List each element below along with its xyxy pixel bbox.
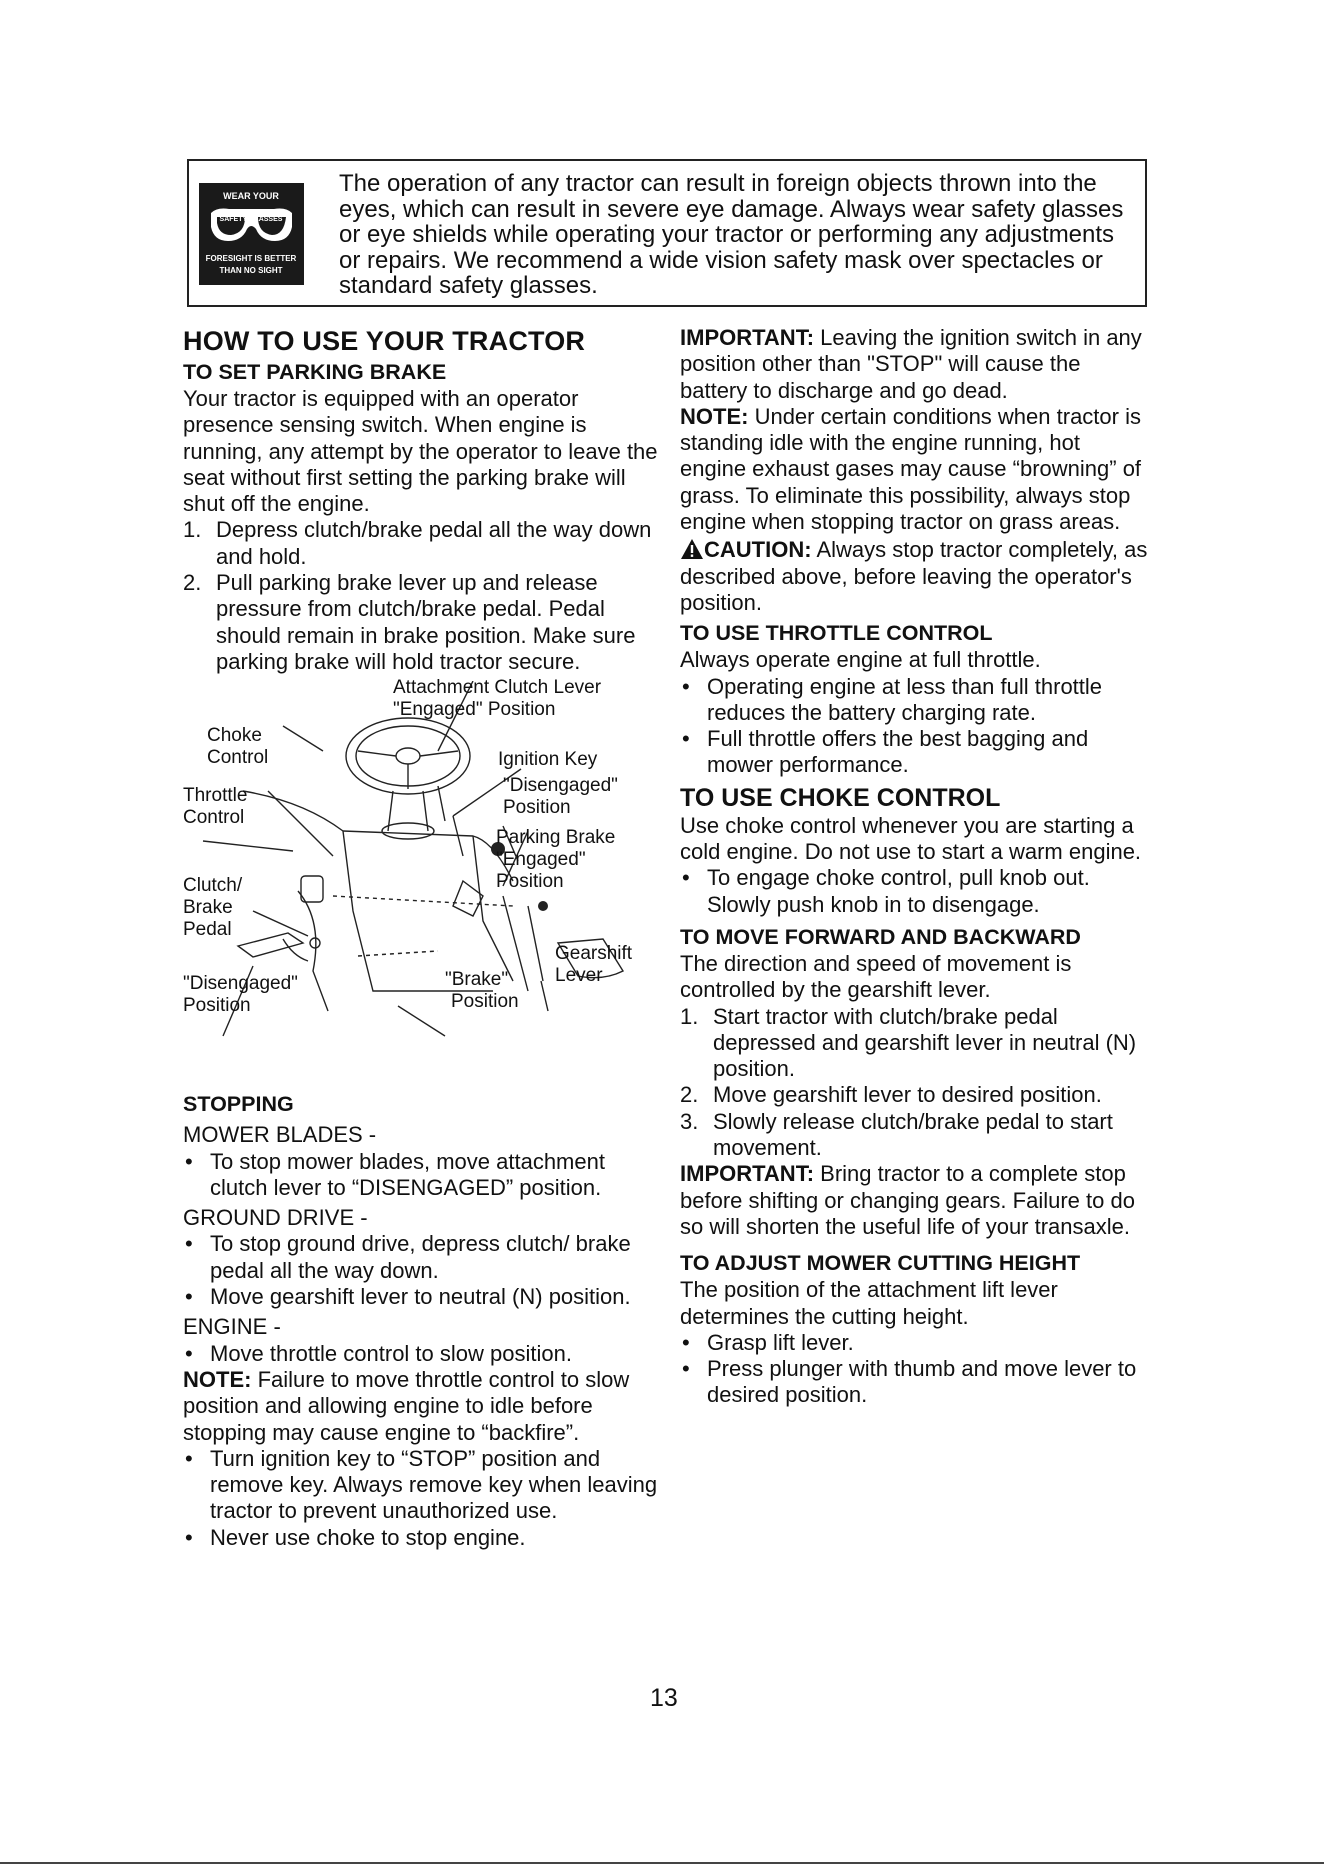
move-intro: The direction and speed of movement is controlled by the gearshift lever.: [680, 950, 1072, 1003]
final-stopping-list: [183, 1446, 663, 1551]
list-item-text: To engage choke control, pull knob out. Slowly push knob in to disengage.: [707, 865, 1090, 917]
list-item: • Move throttle control to slow position.: [185, 1340, 572, 1366]
ground-drive-list: [183, 1231, 663, 1310]
step-number: 3.: [680, 1108, 699, 1134]
icon-line-2: SAFETY GLASSES: [219, 216, 283, 223]
throttle-label: Throttle: [183, 785, 248, 807]
icon-line-3: FORESIGHT IS BETTER: [205, 254, 297, 263]
list-item-text: To stop mower blades, move attachment clutch lever to “DISENGAGED” position.: [210, 1148, 605, 1200]
parking-brake-heading: TO SET PARKING BRAKE: [183, 360, 447, 384]
list-item-text: Operating engine at less than full throttle reduces the battery charging rate.: [707, 673, 1103, 725]
section-title: HOW TO USE YOUR TRACTOR: [183, 326, 586, 356]
important-label: IMPORTANT:: [680, 325, 815, 350]
left-column: [183, 325, 663, 1551]
choke-control-label: Control: [207, 747, 269, 769]
safety-glasses-warning: [187, 159, 1147, 307]
brake-position-label: "Brake": [445, 969, 509, 991]
throttle-heading: TO USE THROTTLE CONTROL: [680, 621, 993, 646]
ignition-disengaged-label: "Disengaged": [503, 775, 618, 797]
engine-list: [183, 1341, 663, 1367]
attachment-engaged-label: "Engaged" Position: [393, 699, 556, 721]
list-item-text: To stop ground drive, depress clutch/ brake pedal all the way down.: [210, 1231, 631, 1283]
stopping-note: [183, 1367, 663, 1446]
brake-label: Brake: [183, 897, 233, 919]
list-item: [680, 1109, 1150, 1162]
parking-position-label: Position: [496, 871, 564, 893]
safety-glasses-icon: [199, 183, 304, 285]
ground-drive-label: GROUND DRIVE -: [183, 1205, 368, 1231]
list-item-text: Move gearshift lever to neutral (N) position.: [210, 1284, 631, 1310]
note-text: Failure to move throttle control to slow position and allowing engine to idle before stopping may cause engine to “backfire”.: [183, 1366, 630, 1445]
warning-text: The operation of any tractor can result in foreign objects thrown into the eyes, which can result in severe eye damage. Always wear safety glasses or eye shields while operating your tractor or performing any adjustments or repairs. We recommend a wide vision safety mask over spectacles or standard safety glasses.: [339, 170, 1124, 299]
tractor-controls-diagram: [183, 677, 663, 1091]
caution-paragraph: [680, 537, 1150, 616]
cutting-height-list: [680, 1330, 1150, 1409]
list-item-text: Never use choke to stop engine.: [210, 1524, 526, 1550]
caution-text: Always stop tractor completely, as described above, before leaving the operator's position.: [680, 537, 1148, 615]
important-text: Bring tractor to a complete stop before shifting or changing gears. Failure to do so will shorten the useful life of your transaxle.: [680, 1161, 1135, 1239]
move-steps: [680, 1004, 1150, 1162]
parking-brake-intro: Your tractor is equipped with an operator presence sensing switch. When engine is running, any attempt by the operator to leave the seat without first setting the parking brake will shut off the engine.: [183, 386, 658, 517]
step-number: 2.: [680, 1082, 699, 1108]
disengaged-pedal-label: "Disengaged": [183, 973, 298, 995]
note-text: Under certain conditions when tractor is standing idle with the engine running, hot engine exhaust gases may cause “browning” of grass. To eliminate this possibility, always stop engine when stopping tractor on grass areas.: [680, 403, 1142, 535]
list-item-text: Move throttle control to slow position.: [210, 1340, 572, 1366]
engine-label: ENGINE -: [183, 1314, 281, 1340]
browning-note: [680, 404, 1150, 535]
page-number: 13: [650, 1684, 678, 1712]
attachment-clutch-lever-label: Attachment Clutch Lever: [393, 677, 602, 699]
throttle-list: [680, 674, 1150, 779]
throttle-intro: Always operate engine at full throttle.: [680, 647, 1041, 673]
mower-blades-label: MOWER BLADES -: [183, 1122, 377, 1148]
list-item: [183, 517, 663, 570]
bottom-divider: [0, 1862, 1324, 1864]
note-label: NOTE:: [183, 1366, 252, 1392]
list-item: [183, 570, 663, 675]
gearshift-label: Gearshift: [555, 943, 633, 965]
disengaged-pedal-position-label: Position: [183, 995, 251, 1017]
step-text: Start tractor with clutch/brake pedal depressed and gearshift lever in neutral (N) position.: [713, 1003, 1137, 1082]
list-item: • Never use choke to stop engine.: [185, 1524, 526, 1550]
gearshift-lever-label: Lever: [555, 965, 603, 987]
list-item: • To engage choke control, pull knob out. Slowly push knob in to disengage.: [680, 865, 1150, 918]
step-text: Move gearshift lever to desired position.: [713, 1082, 1102, 1108]
warning-triangle-icon: [680, 538, 704, 560]
list-item: • Operating engine at less than full throttle reduces the battery charging rate.: [680, 674, 1150, 727]
ignition-position-label: Position: [503, 797, 571, 819]
choke-label: Choke: [207, 725, 262, 747]
step-number: 2.: [183, 570, 202, 596]
list-item: [680, 1082, 1150, 1108]
step-number: 1.: [680, 1003, 699, 1029]
list-item: • To stop ground drive, depress clutch/ brake pedal all the way down.: [183, 1231, 663, 1284]
choke-heading: TO USE CHOKE CONTROL: [680, 783, 1001, 812]
parking-brake-steps: [183, 517, 663, 675]
stopping-heading: STOPPING: [183, 1092, 294, 1117]
step-text: Slowly release clutch/brake pedal to start movement.: [713, 1108, 1113, 1161]
pedal-label: Pedal: [183, 919, 232, 941]
list-item: • Grasp lift lever.: [682, 1329, 854, 1355]
caution-label: CAUTION:: [704, 537, 812, 563]
ignition-important: [680, 325, 1150, 404]
list-item-text: Full throttle offers the best bagging and mower performance.: [707, 726, 1089, 778]
list-item: • To stop mower blades, move attachment clutch lever to “DISENGAGED” position.: [183, 1149, 663, 1202]
ignition-key-label: Ignition Key: [498, 749, 598, 771]
clutch-label: Clutch/: [183, 875, 243, 897]
list-item-text: Turn ignition key to “STOP” position and remove key. Always remove key when leaving tractor to prevent unauthorized use.: [210, 1445, 658, 1524]
gear-important: [680, 1161, 1150, 1240]
note-label: NOTE:: [680, 403, 749, 429]
icon-line-4: THAN NO SIGHT: [219, 266, 283, 275]
list-item-text: Grasp lift lever.: [707, 1329, 854, 1355]
step-number: 1.: [183, 517, 202, 543]
parking-brake-label: Parking Brake: [496, 827, 616, 849]
choke-list: [680, 865, 1150, 918]
important-text: Leaving the ignition switch in any position other than "STOP" will cause the battery to discharge and go dead.: [680, 325, 1142, 403]
move-heading: TO MOVE FORWARD AND BACKWARD: [680, 924, 1081, 949]
mower-blades-list: [183, 1149, 663, 1202]
list-item: • Turn ignition key to “STOP” position and remove key. Always remove key when leaving tractor to prevent unauthorized use.: [183, 1446, 663, 1525]
choke-intro: Use choke control whenever you are starting a cold engine. Do not use to start a warm engine.: [680, 812, 1142, 865]
list-item: • Move gearshift lever to neutral (N) position.: [185, 1284, 631, 1310]
step-text: Pull parking brake lever up and release pressure from clutch/brake pedal. Pedal should remain in brake position. Make sure parking brake will hold tractor secure.: [216, 570, 636, 674]
right-column: [680, 325, 1150, 1409]
cutting-height-heading: TO ADJUST MOWER CUTTING HEIGHT: [680, 1251, 1081, 1276]
cutting-height-intro: The position of the attachment lift lever determines the cutting height.: [680, 1277, 1058, 1329]
icon-line-1: WEAR YOUR: [223, 191, 279, 201]
brake-position-text: Position: [451, 991, 519, 1013]
list-item-text: Press plunger with thumb and move lever to desired position.: [707, 1356, 1137, 1408]
important-label: IMPORTANT:: [680, 1161, 815, 1187]
list-item: • Press plunger with thumb and move lever to desired position.: [680, 1356, 1150, 1409]
throttle-control-label: Control: [183, 807, 245, 829]
list-item: [680, 1004, 1150, 1083]
list-item: • Full throttle offers the best bagging and mower performance.: [680, 726, 1150, 779]
step-text: Depress clutch/brake pedal all the way down and hold.: [216, 517, 652, 569]
parking-engaged-label: "Engaged": [496, 849, 586, 871]
